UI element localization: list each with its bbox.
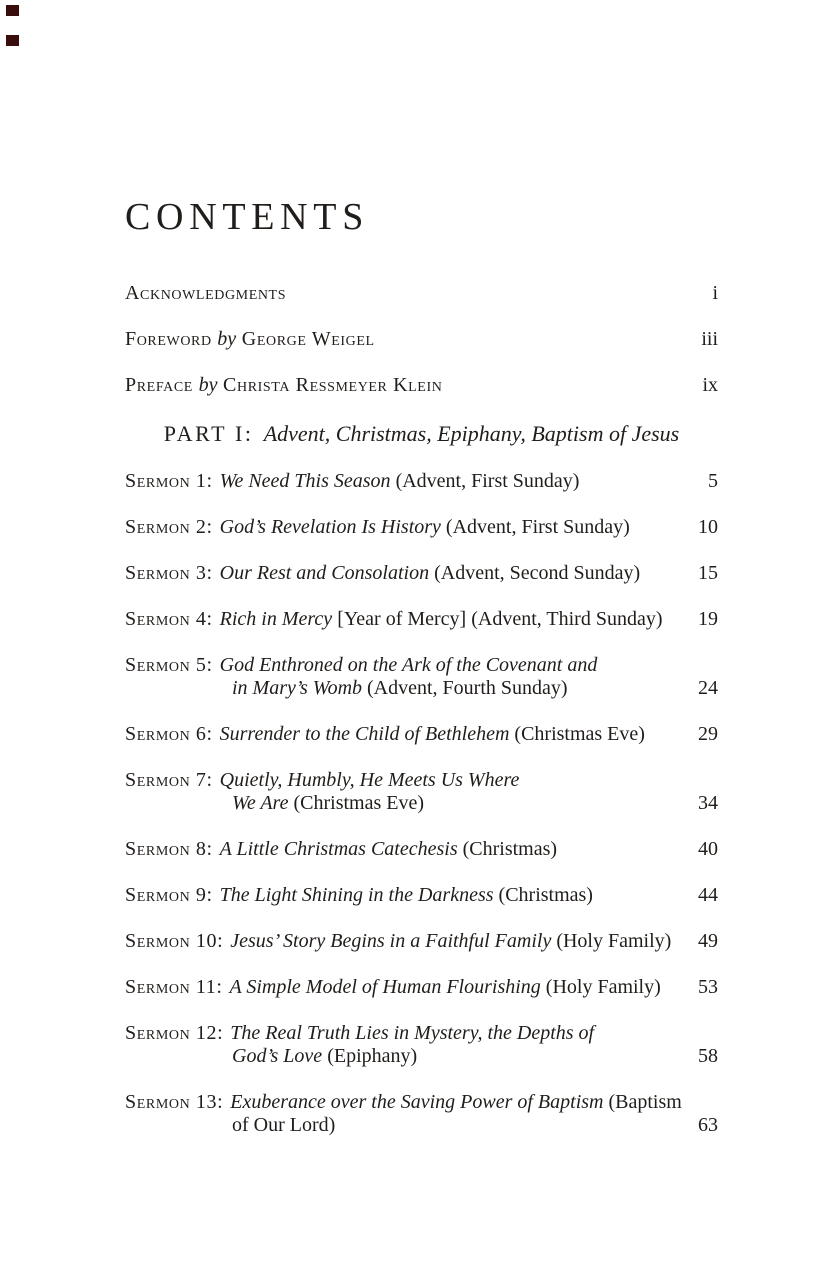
entry-line [125, 930, 676, 953]
entry-segment: The Light Shining in the Darkness [219, 884, 494, 906]
toc-entry [125, 930, 718, 953]
toc-entry [125, 374, 718, 397]
page-number: iii [701, 328, 718, 350]
entry-segment: (Christmas Eve) [288, 792, 425, 814]
entry-line [125, 677, 676, 700]
toc-entry [125, 838, 718, 861]
entry-segment: Christa Ressmeyer Klein [217, 374, 443, 396]
entry-text [125, 930, 676, 953]
page-number: 63 [698, 1114, 718, 1136]
entry-segment: Rich in Mercy [219, 608, 333, 630]
entry-line [125, 470, 676, 493]
toc-entry [125, 976, 718, 999]
entry-segment: [Year of Mercy] (Advent, Third Sunday) [332, 608, 663, 630]
entry-line [125, 608, 676, 631]
entry-text [125, 1022, 676, 1068]
entry-segment: A Little Christmas Catechesis [219, 838, 458, 860]
entry-segment: in Mary’s Womb [232, 677, 363, 699]
entry-segment: (Christmas Eve) [509, 723, 645, 745]
entry-segment: Jesus’ Story Begins in a Faithful Family [230, 930, 552, 952]
entry-segment: (Christmas) [457, 838, 558, 860]
entry-text [125, 374, 676, 397]
entry-segment: (Advent, First Sunday) [390, 470, 580, 492]
entry-segment: Quietly, Humbly, He Meets Us Where [219, 769, 520, 791]
entry-text [125, 838, 676, 861]
entry-segment: (Christmas) [493, 884, 593, 906]
page-number: 44 [698, 884, 718, 906]
entry-label: Sermon 13: [125, 1091, 224, 1113]
entry-text [125, 516, 676, 539]
corner-mark [6, 35, 19, 46]
entry-text [125, 608, 676, 631]
toc-entry [125, 884, 718, 907]
entry-text [125, 282, 676, 305]
entry-line [125, 1045, 676, 1068]
page-number: 58 [698, 1045, 718, 1067]
entry-segment: Our Rest and Consolation [219, 562, 430, 584]
entry-line [125, 1022, 676, 1045]
page-number: 15 [698, 562, 718, 584]
toc-entry [125, 516, 718, 539]
entry-text [125, 328, 676, 351]
part-label: PART I: [163, 421, 254, 446]
entry-line [125, 1114, 676, 1137]
entry-label: Sermon 3: [125, 562, 213, 584]
front-matter-list [125, 282, 718, 397]
entry-text [125, 470, 676, 493]
entry-segment: Surrender to the Child of Bethlehem [219, 723, 510, 745]
toc-entry [125, 562, 718, 585]
entry-label: Sermon 4: [125, 608, 213, 630]
toc-entry [125, 328, 718, 351]
entry-text [125, 769, 676, 815]
entry-line [125, 792, 676, 815]
entry-label: Sermon 11: [125, 976, 223, 998]
entry-segment: (Epiphany) [322, 1045, 418, 1067]
entry-text [125, 976, 676, 999]
entry-text [125, 723, 676, 746]
entry-segment: We Need This Season [219, 470, 391, 492]
entry-line [125, 562, 676, 585]
toc-entry [125, 1091, 718, 1137]
sermon-list [125, 470, 718, 1137]
entry-segment: (Baptism [603, 1091, 682, 1113]
entry-segment: The Real Truth Lies in Mystery, the Depths of [230, 1022, 595, 1044]
entry-segment: A Simple Model of Human Flourishing [229, 976, 541, 998]
toc-entry [125, 470, 718, 493]
page-number: 29 [698, 723, 718, 745]
entry-label: Sermon 8: [125, 838, 213, 860]
page-number: ix [702, 374, 718, 396]
entry-segment: of Our Lord) [232, 1114, 336, 1136]
entry-label: Sermon 1: [125, 470, 213, 492]
entry-label: Sermon 6: [125, 723, 213, 745]
entry-segment: Preface [125, 374, 199, 396]
entry-label: Sermon 9: [125, 884, 213, 906]
part-title: Advent, Christmas, Epiphany, Baptism of Jesus [263, 421, 680, 446]
entry-label: Sermon 5: [125, 654, 213, 676]
entry-segment: God Enthroned on the Ark of the Covenant and [219, 654, 598, 676]
entry-line [125, 282, 676, 305]
page-number: 10 [698, 516, 718, 538]
entry-line [125, 884, 676, 907]
corner-mark [6, 5, 19, 16]
page-number: 53 [698, 976, 718, 998]
entry-line [125, 1091, 682, 1114]
toc-entry [125, 769, 718, 815]
entry-segment: by [198, 374, 218, 396]
entry-label: Sermon 7: [125, 769, 213, 791]
page-title: CONTENTS [125, 196, 370, 238]
page-number: 34 [698, 792, 718, 814]
entry-segment: (Holy Family) [540, 976, 661, 998]
entry-segment: (Holy Family) [551, 930, 672, 952]
entry-text [125, 654, 676, 700]
entry-line [125, 769, 676, 792]
entry-text [125, 884, 676, 907]
entry-line [125, 838, 676, 861]
entry-text [125, 562, 676, 585]
entry-line [125, 654, 676, 677]
entry-segment: Foreword [125, 328, 218, 350]
entry-label: Sermon 12: [125, 1022, 224, 1044]
page-number: 24 [698, 677, 718, 699]
entry-segment: by [217, 328, 237, 350]
entry-segment: God’s Revelation Is History [219, 516, 441, 538]
entry-label: Sermon 2: [125, 516, 213, 538]
entry-segment: Acknowledgments [125, 282, 287, 304]
entry-line [125, 374, 676, 397]
entry-segment: (Advent, Second Sunday) [429, 562, 641, 584]
toc-entry [125, 608, 718, 631]
entry-segment: We Are [232, 792, 289, 814]
toc-entry [125, 1022, 718, 1068]
part-heading [125, 420, 718, 448]
entry-segment: (Advent, First Sunday) [440, 516, 630, 538]
entry-segment: Exuberance over the Saving Power of Baptism [230, 1091, 604, 1113]
page-number: 5 [708, 470, 718, 492]
entry-segment: God’s Love [232, 1045, 323, 1067]
page-number: 49 [698, 930, 718, 952]
toc-entry [125, 723, 718, 746]
entry-line [125, 516, 676, 539]
toc-entry [125, 282, 718, 305]
entry-line [125, 328, 676, 351]
entry-line [125, 723, 676, 746]
entry-segment: George Weigel [236, 328, 375, 350]
entry-segment: (Advent, Fourth Sunday) [362, 677, 568, 699]
entry-line [125, 976, 676, 999]
page-number: 40 [698, 838, 718, 860]
entry-label: Sermon 10: [125, 930, 224, 952]
entry-text [125, 1091, 682, 1137]
page-number: i [712, 282, 718, 304]
toc-entry [125, 654, 718, 700]
page-number: 19 [698, 608, 718, 630]
